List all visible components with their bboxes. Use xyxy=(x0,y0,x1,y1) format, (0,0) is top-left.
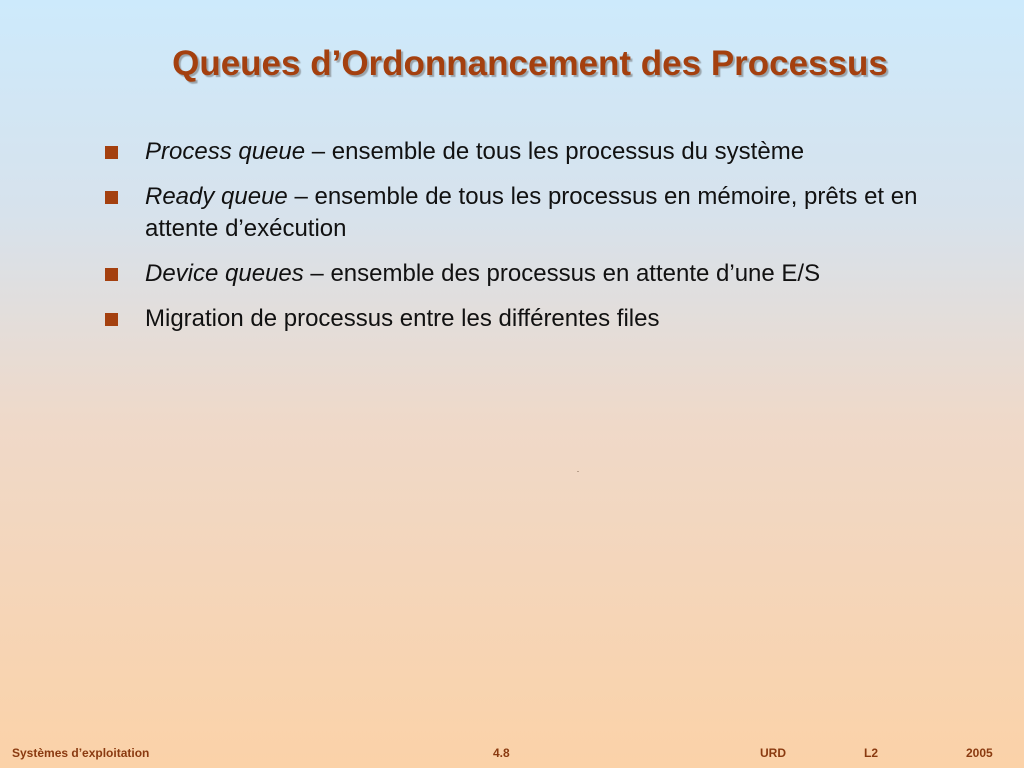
bullet-item-ready-queue xyxy=(105,181,985,245)
bullet-item-process-queue xyxy=(105,136,985,168)
bullet-term: Ready queue xyxy=(145,183,288,210)
bullet-text: – ensemble de tous les processus en mémoire, prêts et en attente d’exécution xyxy=(145,183,918,242)
square-bullet-icon xyxy=(105,313,118,326)
bullet-item-migration xyxy=(105,303,985,335)
footer-course: Systèmes d’exploitation xyxy=(12,746,150,760)
footer-year: 2005 xyxy=(966,746,993,760)
bullet-term: Device queues xyxy=(145,260,304,287)
footer-page-number: 4.8 xyxy=(493,746,510,760)
bullet-item-device-queues xyxy=(105,258,985,290)
square-bullet-icon xyxy=(105,146,118,159)
square-bullet-icon xyxy=(105,268,118,281)
bullet-text: Migration de processus entre les différentes files xyxy=(145,305,660,332)
footer-level: L2 xyxy=(864,746,879,760)
square-bullet-icon xyxy=(105,191,118,204)
bullet-text: – ensemble des processus en attente d’une E/S xyxy=(303,260,821,287)
bullet-term: Process queue xyxy=(145,138,306,165)
bullet-text: – ensemble de tous les processus du système xyxy=(305,138,805,165)
slide-title: Queues d’Ordonnancement des Processus xyxy=(172,44,888,83)
footer-institution: URD xyxy=(760,746,786,760)
decorative-dot xyxy=(577,471,579,472)
bullet-list xyxy=(105,136,985,348)
